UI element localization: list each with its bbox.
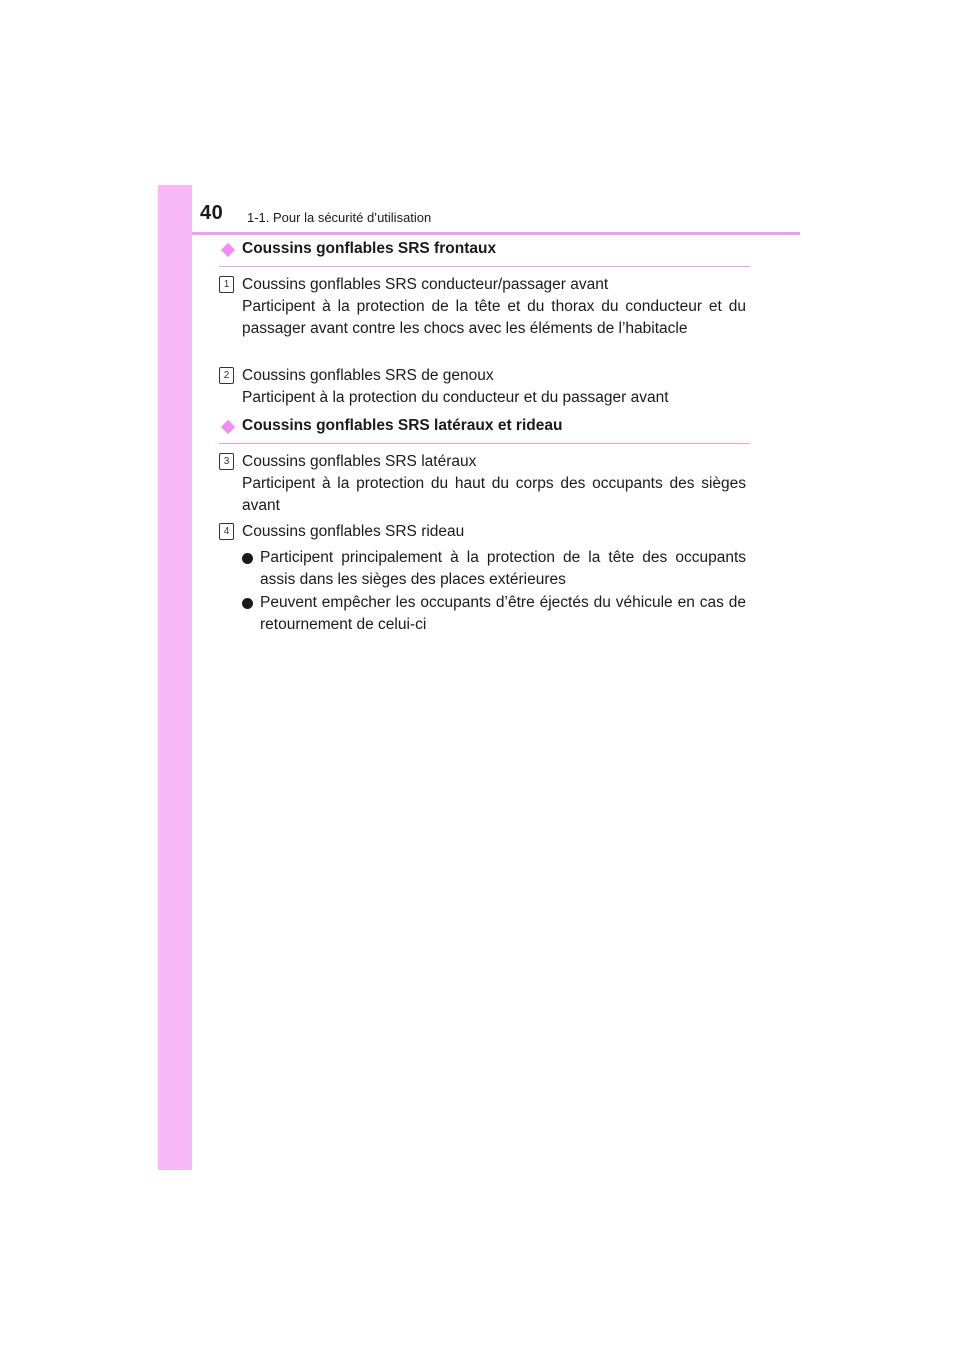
- item-title: Coussins gonflables SRS latéraux: [242, 453, 477, 470]
- section-title: 1-1. Pour la sécurité d’utilisation: [247, 210, 432, 225]
- number-badge: 3: [219, 453, 234, 470]
- number-badge: 2: [219, 367, 234, 384]
- heading-text: Coussins gonflables SRS frontaux: [242, 240, 497, 257]
- bullet-list: [242, 547, 746, 636]
- side-band: [158, 185, 192, 1170]
- page-number: 40: [200, 202, 224, 224]
- diamond-icon: [221, 420, 235, 434]
- bullet-item: [242, 547, 746, 591]
- bullet-item: [242, 592, 746, 636]
- number-badge: 1: [219, 276, 234, 293]
- bullet-icon: [242, 553, 253, 564]
- diamond-icon: [221, 243, 235, 257]
- heading-side-curtain: [219, 419, 750, 444]
- item-description: Participent à la protection de la tête et du thorax du conducteur et du passager avant contre les chocs avec les éléments de l’habitacle: [242, 298, 746, 337]
- bullet-icon: [242, 598, 253, 609]
- item-description: Participent à la protection du conducteur et du passager avant: [242, 389, 669, 406]
- number-badge: 4: [219, 523, 234, 540]
- bullet-text: Participent principalement à la protection de la tête des occupants assis dans les sièges des places extérieures: [260, 549, 746, 588]
- item-title: Coussins gonflables SRS conducteur/passager avant: [242, 276, 609, 293]
- item-title: Coussins gonflables SRS de genoux: [242, 367, 494, 384]
- item-description: Participent à la protection du haut du corps des occupants des sièges avant: [242, 475, 746, 514]
- heading-frontal: [219, 242, 750, 267]
- item-title: Coussins gonflables SRS rideau: [242, 523, 465, 540]
- bullet-text: Peuvent empêcher les occupants d’être éjectés du véhicule en cas de retournement de celui-ci: [260, 594, 746, 633]
- heading-text: Coussins gonflables SRS latéraux et rideau: [242, 417, 563, 434]
- header-rule: [192, 232, 800, 235]
